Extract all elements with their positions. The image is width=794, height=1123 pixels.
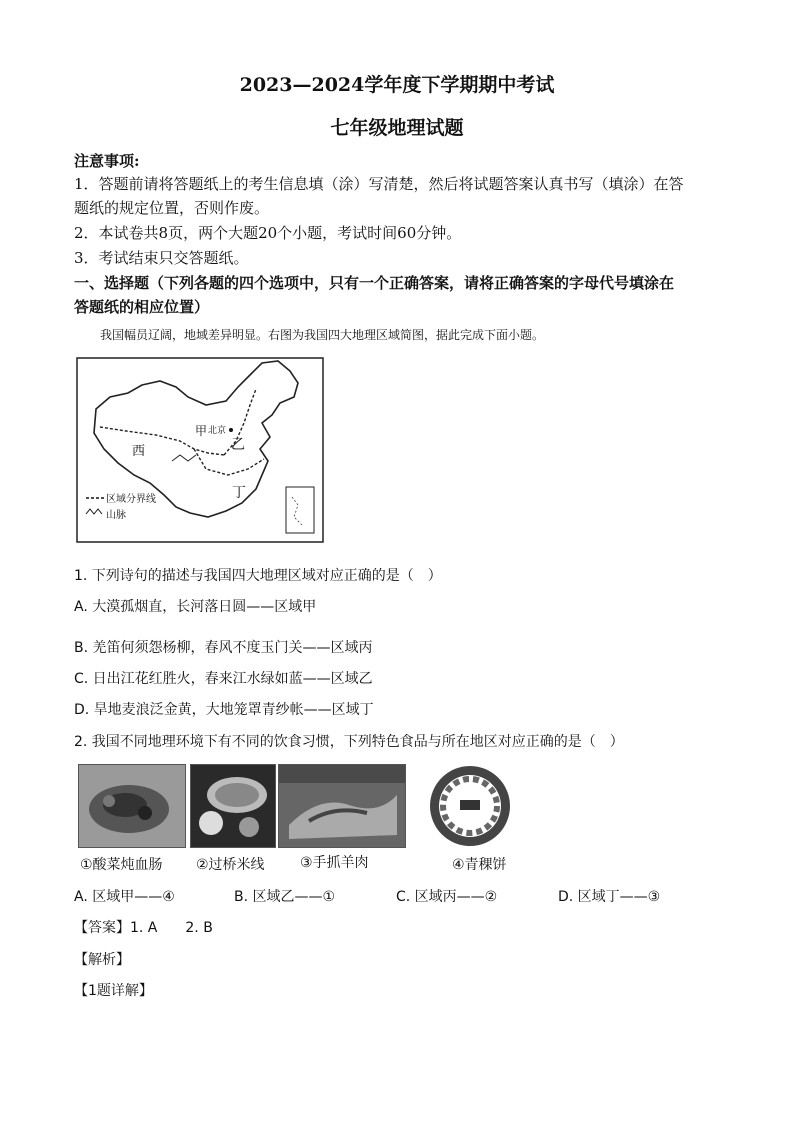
- map-label-beijing: 北京: [208, 426, 227, 436]
- q2-option-b: B. 区域乙——①: [234, 889, 336, 905]
- note-item-2: 2．本试卷共8页，两个大题20个小题，考试时间60分钟。: [74, 224, 462, 242]
- map-figure: [76, 357, 324, 543]
- answer-line: [74, 917, 213, 937]
- note-item-3: 3．考试结束只交答题纸。: [74, 249, 249, 267]
- china-region-map: [76, 357, 324, 543]
- note-item-1-line-2: 题纸的规定位置，否则作废。: [74, 199, 270, 217]
- question-intro: 我国幅员辽阔，地域差异明显。右图为我国四大地理区域简图，据此完成下面小题。: [100, 328, 545, 342]
- food-photo-1: [78, 764, 186, 848]
- q2-option-d: D. 区域丁——③: [558, 889, 661, 905]
- map-label-yi: 乙: [231, 437, 245, 453]
- q2-option-c: C. 区域丙——②: [396, 889, 498, 905]
- food-caption-1: ①酸菜炖血肠: [80, 857, 163, 873]
- q1-option-d: D. 旱地麦浪泛金黄，大地笼罩青纱帐——区域丁: [74, 702, 374, 718]
- food-caption-4: ④青稞饼: [452, 857, 507, 873]
- exam-title: 2023—2024学年度下学期期中考试: [239, 74, 555, 96]
- answer-text: 1. A 2. B: [130, 920, 213, 936]
- notes-heading: 注意事项:: [74, 152, 140, 170]
- q1-option-c: C. 日出江花红胜火，春来江水绿如蓝——区域乙: [74, 671, 373, 687]
- analysis-label: 【解析】: [74, 952, 130, 968]
- beijing-marker-icon: [229, 428, 233, 432]
- map-label-jia: 甲: [195, 424, 208, 438]
- q1-option-a: A. 大漠孤烟直，长河落日圆——区域甲: [74, 599, 317, 615]
- q2-option-a: A. 区域甲——④: [74, 889, 175, 905]
- section-heading-line-1: 一、选择题（下列各题的四个选项中，只有一个正确答案，请将正确答案的字母代号填涂在: [74, 274, 675, 292]
- exam-subtitle: 七年级地理试题: [330, 117, 464, 139]
- food-photo-4: [420, 764, 520, 848]
- answer-label: 【答案】: [74, 920, 130, 936]
- note-item-1-line-1: 1．答题前请将答题纸上的考生信息填（涂）写清楚，然后将试题答案认真书写（填涂）在答: [74, 175, 684, 193]
- q1-stem: 1. 下列诗句的描述与我国四大地理区域对应正确的是（ ）: [74, 568, 442, 584]
- food-caption-3: ③手抓羊肉: [300, 855, 369, 871]
- food-photo-3: [278, 764, 406, 848]
- q2-stem: 2. 我国不同地理环境下有不同的饮食习惯，下列特色食品与所在地区对应正确的是（ ）: [74, 734, 624, 750]
- food-photo-2: [190, 764, 276, 848]
- q1-detail-label: 【1题详解】: [74, 983, 153, 999]
- section-heading-line-2: 答题纸的相应位置）: [74, 298, 210, 316]
- q1-option-b: B. 羌笛何须怨杨柳，春风不度玉门关——区域丙: [74, 640, 373, 656]
- legend-boundary: 区域分界线: [106, 494, 156, 505]
- map-label-ding: 丁: [232, 485, 246, 501]
- food-caption-2: ②过桥米线: [196, 857, 265, 873]
- map-label-xi: 西: [132, 444, 146, 459]
- legend-mountain: 山脉: [106, 510, 126, 521]
